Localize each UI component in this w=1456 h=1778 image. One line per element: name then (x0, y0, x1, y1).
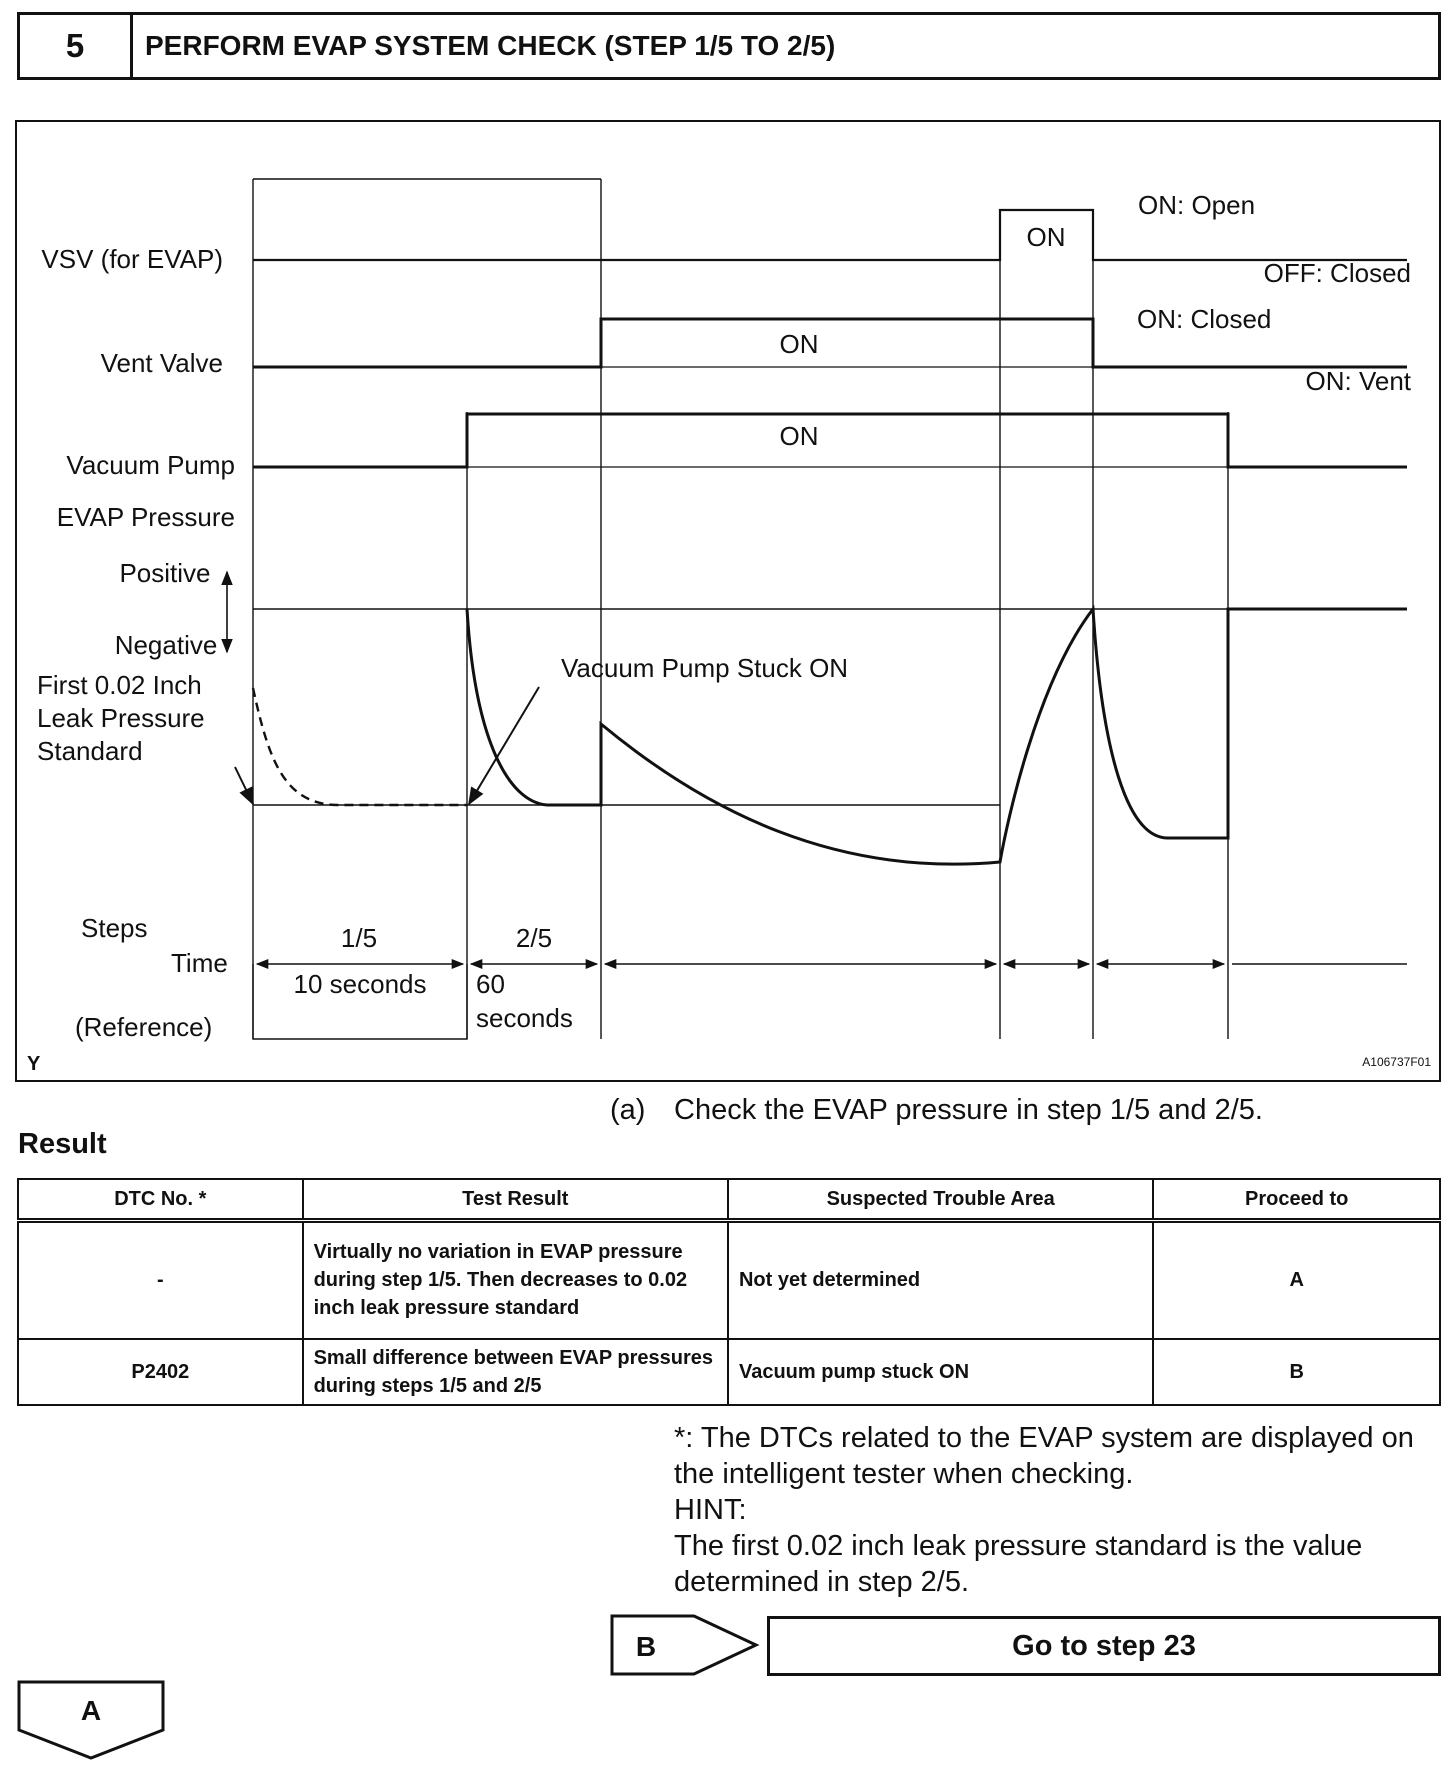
vsv-on-state-label: ON (1026, 222, 1066, 252)
on-vent-label: ON: Vent (1305, 366, 1411, 396)
test-result-cell: Small difference between EVAP pressures during steps 1/5 and 2/5 (303, 1339, 728, 1405)
evap-pressure-label: EVAP Pressure (56, 502, 235, 532)
time-label: Time (171, 948, 228, 978)
instruction-tag: (a) (610, 1094, 646, 1126)
branch-b-label: B (635, 1631, 657, 1662)
positive-label: Positive (119, 558, 211, 588)
test-result-cell: Virtually no variation in EVAP pressure during step 1/5. Then decreases to 0.02 inch leak pressure standard (303, 1221, 728, 1339)
trouble-area-cell: Vacuum pump stuck ON (728, 1339, 1153, 1405)
header-dtc-no: DTC No. * (18, 1179, 303, 1221)
evap-pressure-trace (467, 609, 1407, 864)
instruction (610, 1094, 1263, 1127)
trouble-area-cell: Not yet determined (728, 1221, 1153, 1339)
table-row (18, 1221, 1440, 1339)
instruction-text: Check the EVAP pressure in step 1/5 and 2/5. (674, 1094, 1263, 1126)
table-row (18, 1339, 1440, 1405)
on-closed-label: ON: Closed (1137, 304, 1272, 334)
header-suspected-area: Suspected Trouble Area (728, 1179, 1153, 1221)
reference-label: (Reference) (75, 1012, 213, 1042)
steps-label: Steps (81, 913, 148, 943)
step-1-label: 1/5 (340, 923, 378, 953)
step-title: PERFORM EVAP SYSTEM CHECK (STEP 1/5 TO 2/5) (145, 30, 836, 61)
step-2-time-line2: seconds (476, 1003, 573, 1033)
footnote: *: The DTCs related to the EVAP system are displayed on the intelligent tester when checking. (674, 1422, 1414, 1490)
corner-mark: Y (27, 1053, 41, 1075)
hint-text: The first 0.02 inch leak pressure standard is the value determined in step 2/5. (674, 1530, 1363, 1598)
header-proceed-to: Proceed to (1153, 1179, 1440, 1221)
proceed-cell: A (1153, 1221, 1440, 1339)
figure-id: A106737F01 (1362, 1055, 1431, 1069)
step-2-label: 2/5 (515, 923, 553, 953)
result-table (17, 1178, 1441, 1406)
hint-label: HINT: (674, 1494, 747, 1526)
table-header-row (18, 1179, 1440, 1221)
vsv-label: VSV (for EVAP) (41, 244, 223, 274)
timing-diagram-svg (17, 122, 1439, 1080)
vent-valve-on-label: ON (779, 329, 819, 359)
dtc-cell: - (18, 1221, 303, 1339)
vacuum-pump-signal-trace (253, 414, 1407, 467)
step-number: 5 (20, 15, 133, 77)
standard-annotation-line2: Leak Pressure (37, 703, 205, 733)
notes (674, 1420, 1434, 1600)
stuck-on-annotation: Vacuum Pump Stuck ON (561, 653, 849, 683)
off-closed-label: OFF: Closed (1263, 258, 1411, 288)
branch-a-label: A (80, 1695, 102, 1726)
header-test-result: Test Result (303, 1179, 728, 1221)
result-heading: Result (18, 1128, 107, 1160)
standard-pointer-arrow (235, 767, 253, 804)
branch-a-button[interactable] (17, 1680, 167, 1760)
standard-annotation-line1: First 0.02 Inch (37, 670, 202, 700)
dtc-cell: P2402 (18, 1339, 303, 1405)
negative-label: Negative (114, 630, 218, 660)
evap-normal-trace (253, 688, 467, 805)
timing-diagram (15, 120, 1441, 1082)
branch-b-arrow-shape (612, 1616, 756, 1674)
on-open-label: ON: Open (1138, 190, 1256, 220)
step-1-time-label: 10 seconds (293, 969, 427, 999)
vent-valve-label: Vent Valve (100, 348, 223, 378)
go-to-step-button[interactable]: Go to step 23 (767, 1616, 1441, 1676)
step-2-time-line1: 60 (476, 969, 505, 999)
standard-annotation-line3: Standard (37, 736, 143, 766)
branch-b-button[interactable] (610, 1614, 760, 1676)
vacuum-pump-label: Vacuum Pump (66, 450, 235, 480)
vacuum-pump-on-label: ON (779, 421, 819, 451)
proceed-cell: B (1153, 1339, 1440, 1405)
step-header (17, 12, 1441, 80)
